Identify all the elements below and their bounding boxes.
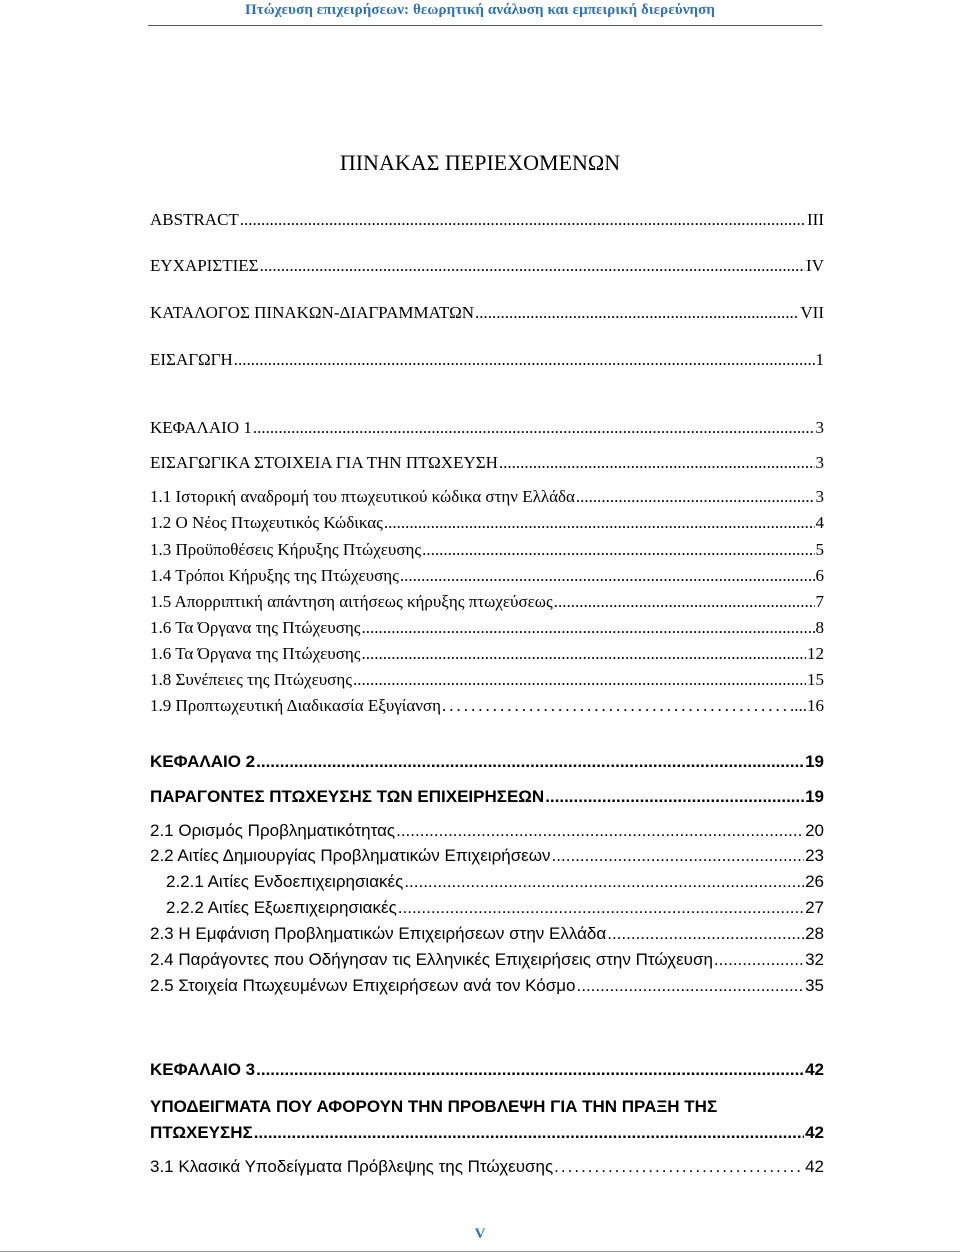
toc-entry-page: 8 [815, 618, 824, 637]
toc-entry-title: 1.9 Προπτωχευτική Διαδικασία Εξυγίανση [150, 696, 441, 715]
toc-leader [554, 1157, 804, 1177]
toc-entry-chapter-3-heading-line1[interactable]: ΥΠΟΔΕΙΓΜΑΤΑ ΠΟΥ ΑΦΟΡΟΥΝ ΤΗΝ ΠΡΟΒΛΕΨΗ ΓΙΑ ΤΗΝ ΠΡΑΞΗ ΤΗΣ [150, 1097, 718, 1116]
toc-entry-page: 23 [805, 846, 824, 865]
toc-entry-title: 2.4 Παράγοντες που Οδήγησαν τις Ελληνικές Επιχειρήσεις στην Πτώχευση [150, 950, 713, 969]
toc-entry-page: 32 [805, 950, 824, 969]
toc-entry-title: 2.3 Η Εμφάνιση Προβληματικών Επιχειρήσεων στην Ελλάδα [150, 924, 607, 943]
toc-entry-page: 3 [815, 487, 824, 506]
toc-leader [260, 256, 805, 276]
toc-entry-title: 1.4 Τρόποι Κήρυξης της Πτώχευσης [150, 566, 399, 585]
toc-entry-title: ΕΥΧΑΡΙΣΤΙΕΣ [150, 256, 259, 275]
toc-title: ΠΙΝΑΚΑΣ ΠΕΡΙΕΧΟΜΕΝΩΝ [339, 150, 621, 175]
toc-leader [554, 592, 815, 612]
toc-entry-page: 6 [815, 566, 824, 585]
toc-leader [545, 787, 804, 807]
toc-entry-title: 2.1 Ορισμός Προβληματικότητας [150, 821, 396, 840]
toc-entry-page: ...16 [794, 696, 824, 715]
toc-entry-page: 42 [805, 1123, 824, 1142]
toc-entry-title: ΠΑΡΑΓΟΝΤΕΣ ΠΤΩΧΕΥΣΗΣ ΤΩΝ ΕΠΙΧΕΙΡΗΣΕΩΝ [150, 787, 545, 806]
toc-entry-title: 3.1 Κλασικά Υποδείγματα Πρόβλεψης της Πτώχευσης [150, 1157, 554, 1176]
toc-entry-1-6a[interactable] [150, 618, 824, 638]
toc-entry-chapter-3-heading[interactable] [150, 1123, 824, 1143]
toc-entry-1-4[interactable] [150, 566, 824, 586]
toc-entry-page: 3 [815, 453, 824, 472]
toc-entry-page: 19 [805, 787, 824, 806]
toc-entry-title: 2.2 Αιτίες Δημιουργίας Προβληματικών Επιχειρήσεων [150, 846, 551, 865]
toc-entry-2-5[interactable] [150, 976, 824, 996]
running-header: Πτώχευση επιχειρήσεων: θεωρητική ανάλυση και εμπειρική διερεύνηση [244, 2, 716, 18]
toc-entry-page: 5 [815, 540, 824, 559]
toc-entry-abstract[interactable] [150, 210, 824, 230]
toc-entry-page: 28 [805, 924, 824, 943]
toc-entry-page: 4 [815, 513, 824, 532]
page-bottom-rule [0, 1251, 960, 1252]
toc-leader [499, 453, 815, 473]
toc-entry-title: ΚΑΤΑΛΟΓΟΣ ΠΙΝΑΚΩΝ-ΔΙΑΓΡΑΜΜΑΤΩΝ [150, 303, 474, 322]
toc-entry-page: 42 [805, 1060, 824, 1079]
toc-leader [400, 566, 815, 586]
toc-leader [442, 696, 793, 716]
toc-entry-page: 35 [805, 976, 824, 995]
toc-entry-page: 26 [805, 872, 824, 891]
toc-entry-2-4[interactable] [150, 950, 824, 970]
toc-entry-title: 2.2.2 Αιτίες Εξωεπιχειρησιακές [166, 898, 397, 917]
toc-entry-title: 2.2.1 Αιτίες Ενδοεπιχειρησιακές [166, 872, 404, 891]
toc-leader [240, 210, 806, 230]
toc-leader [714, 950, 804, 970]
toc-entry-chapter-2[interactable] [150, 752, 824, 772]
toc-entry-title: ΚΕΦΑΛΑΙΟ 1 [150, 418, 252, 437]
toc-entry-1-9[interactable] [150, 696, 824, 716]
toc-leader [254, 1123, 804, 1143]
toc-leader [404, 872, 804, 892]
toc-leader [234, 350, 815, 370]
toc-entry-2-2[interactable] [150, 846, 824, 866]
toc-entry-1-1[interactable] [150, 487, 824, 507]
toc-leader [398, 898, 804, 918]
toc-entry-page: 7 [815, 592, 824, 611]
toc-entry-page: 3 [815, 418, 824, 437]
toc-leader [353, 670, 806, 690]
toc-entry-2-2-1[interactable] [166, 872, 824, 892]
toc-leader [361, 644, 806, 664]
toc-entry-title: ABSTRACT [150, 210, 239, 229]
toc-leader [253, 418, 815, 438]
toc-leader [361, 618, 814, 638]
toc-entry-title: 1.6 Τα Όργανα της Πτώχευσης [150, 644, 361, 663]
toc-leader [576, 487, 815, 507]
toc-entry-1-2[interactable] [150, 513, 824, 533]
toc-leader [396, 821, 804, 841]
toc-entry-3-1[interactable] [150, 1157, 824, 1177]
toc-entry-acknowledgements[interactable] [150, 256, 824, 276]
toc-leader [384, 513, 815, 533]
toc-entry-page: 19 [805, 752, 824, 771]
toc-entry-1-5[interactable] [150, 592, 824, 612]
toc-entry-1-8[interactable] [150, 670, 824, 690]
toc-leader [552, 846, 805, 866]
toc-entry-2-3[interactable] [150, 924, 824, 944]
toc-entry-introduction[interactable] [150, 350, 824, 370]
toc-entry-chapter-2-heading[interactable] [150, 787, 824, 807]
toc-entry-title: 1.6 Τα Όργανα της Πτώχευσης [150, 618, 361, 637]
toc-entry-page: IV [806, 256, 824, 275]
toc-entry-title: ΕΙΣΑΓΩΓΙΚΑ ΣΤΟΙΧΕΙΑ ΓΙΑ ΤΗΝ ΠΤΩΧΕΥΣΗ [150, 453, 498, 472]
toc-entry-2-1[interactable] [150, 821, 824, 841]
toc-entry-page: VII [800, 303, 824, 322]
toc-entry-title: 1.3 Προϋποθέσεις Κήρυξης Πτώχευσης [150, 540, 422, 559]
toc-entry-page: 20 [805, 821, 824, 840]
header-rule [148, 25, 822, 26]
toc-entry-page: 1 [815, 350, 824, 369]
toc-entry-title: ΚΕΦΑΛΑΙΟ 2 [150, 752, 256, 771]
toc-leader [475, 303, 799, 323]
toc-entry-chapter-1-heading[interactable] [150, 453, 824, 473]
toc-leader [256, 1060, 804, 1080]
toc-entry-title: 1.8 Συνέπειες της Πτώχευσης [150, 670, 352, 689]
toc-entry-title: 1.1 Ιστορική αναδρομή του πτωχευτικού κώδικα στην Ελλάδα [150, 487, 575, 506]
page-number: V [474, 1226, 486, 1242]
toc-entry-title: ΚΕΦΑΛΑΙΟ 3 [150, 1060, 256, 1079]
toc-entry-2-2-2[interactable] [166, 898, 824, 918]
toc-entry-page: III [807, 210, 824, 229]
toc-entry-chapter-3[interactable] [150, 1060, 824, 1080]
toc-entry-title: 1.2 Ο Νέος Πτωχευτικός Κώδικας [150, 513, 383, 532]
toc-entry-title: ΕΙΣΑΓΩΓΗ [150, 350, 233, 369]
toc-entry-1-3[interactable] [150, 540, 824, 560]
toc-entry-chapter-1[interactable] [150, 418, 824, 438]
toc-entry-page: 42 [805, 1157, 824, 1176]
toc-leader [422, 540, 814, 560]
toc-entry-1-6b[interactable] [150, 644, 824, 664]
toc-entry-page: 12 [807, 644, 824, 663]
toc-leader [607, 924, 804, 944]
toc-entry-page: 27 [805, 898, 824, 917]
toc-entry-title: 1.5 Απορριπτική απάντηση αιτήσεως κήρυξης πτωχεύσεως [150, 592, 553, 611]
toc-entry-list-of-tables[interactable] [150, 303, 824, 323]
toc-leader [256, 752, 804, 772]
toc-entry-title: ΠΤΩΧΕΥΣΗΣ [150, 1123, 253, 1142]
toc-entry-title: 2.5 Στοιχεία Πτωχευμένων Επιχειρήσεων ανά τον Κόσμο [150, 976, 576, 995]
toc-entry-page: 15 [807, 670, 824, 689]
toc-leader [577, 976, 805, 996]
